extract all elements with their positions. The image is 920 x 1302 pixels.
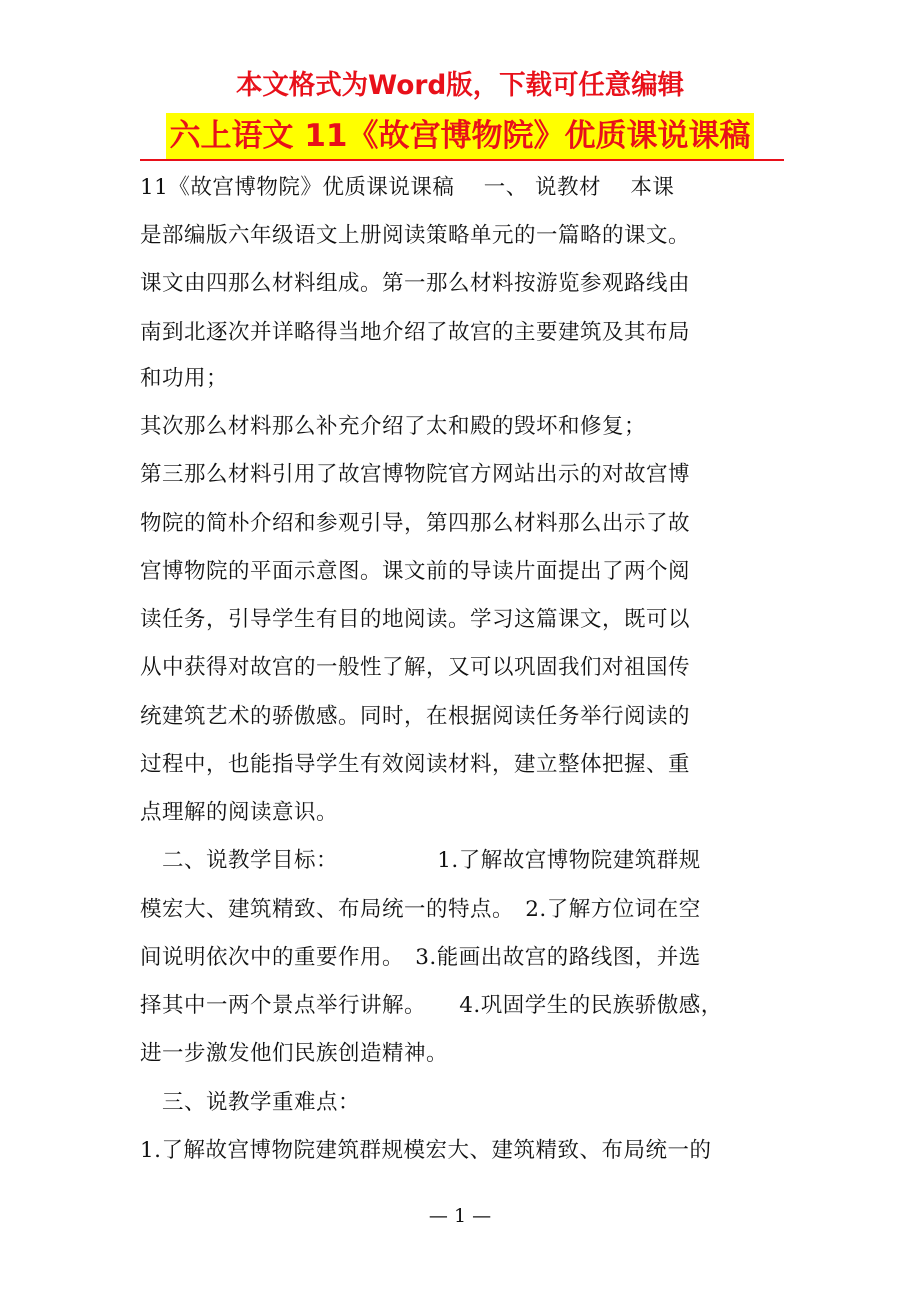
body-line: 物院的简朴介绍和参观引导，第四那么材料那么出示了故: [140, 511, 691, 536]
document-title-wrap: [0, 113, 920, 159]
body-line: 统建筑艺术的骄傲感。同时，在根据阅读任务举行阅读的: [140, 704, 691, 729]
body-line: 第三那么材料引用了故宫博物院官方网站出示的对故宫博: [140, 462, 691, 487]
body-line: 是部编版六年级语文上册阅读策略单元的一篇略的课文。: [140, 223, 691, 248]
document-title: 六上语文 11《故宫博物院》优质课说课稿: [166, 113, 755, 159]
body-line: 二、说教学目标： 1.了解故宫博物院建筑群规: [140, 848, 701, 873]
body-line: 三、说教学重难点：: [140, 1090, 361, 1115]
body-line: 其次那么材料那么补充介绍了太和殿的毁坏和修复；: [140, 414, 647, 439]
body-line: 南到北逐次并详略得当地介绍了故宫的主要建筑及其布局: [140, 320, 691, 345]
page-number: — 1 —: [428, 1205, 492, 1227]
download-notice: 本文格式为Word版，下载可任意编辑: [235, 70, 685, 101]
body-line: 点理解的阅读意识。: [140, 800, 339, 825]
body-line: 择其中一两个景点举行讲解。 4.巩固学生的民族骄傲感，: [140, 993, 723, 1018]
body-line: 和功用；: [140, 366, 229, 391]
body-line: 间说明依次中的重要作用。 3.能画出故宫的路线图，并选: [140, 945, 701, 970]
body-line: 从中获得对故宫的一般性了解，又可以巩固我们对祖国传: [140, 655, 691, 680]
body-line: 11《故宫博物院》优质课说课稿 一、 说教材 本课: [140, 175, 675, 200]
body-line: 宫博物院的平面示意图。课文前的导读片面提出了两个阅: [140, 559, 691, 584]
body-line: 模宏大、建筑精致、布局统一的特点。 2.了解方位词在空: [140, 897, 701, 922]
body-line: 过程中，也能指导学生有效阅读材料，建立整体把握、重: [140, 752, 691, 777]
title-divider: [140, 159, 784, 161]
body-line: 读任务，引导学生有目的地阅读。学习这篇课文，既可以: [140, 607, 691, 632]
body-line: 1.了解故宫博物院建筑群规模宏大、建筑精致、布局统一的: [140, 1138, 712, 1163]
body-line: 课文由四那么材料组成。第一那么材料按游览参观路线由: [140, 271, 691, 296]
body-line: 进一步激发他们民族创造精神。: [140, 1041, 449, 1066]
